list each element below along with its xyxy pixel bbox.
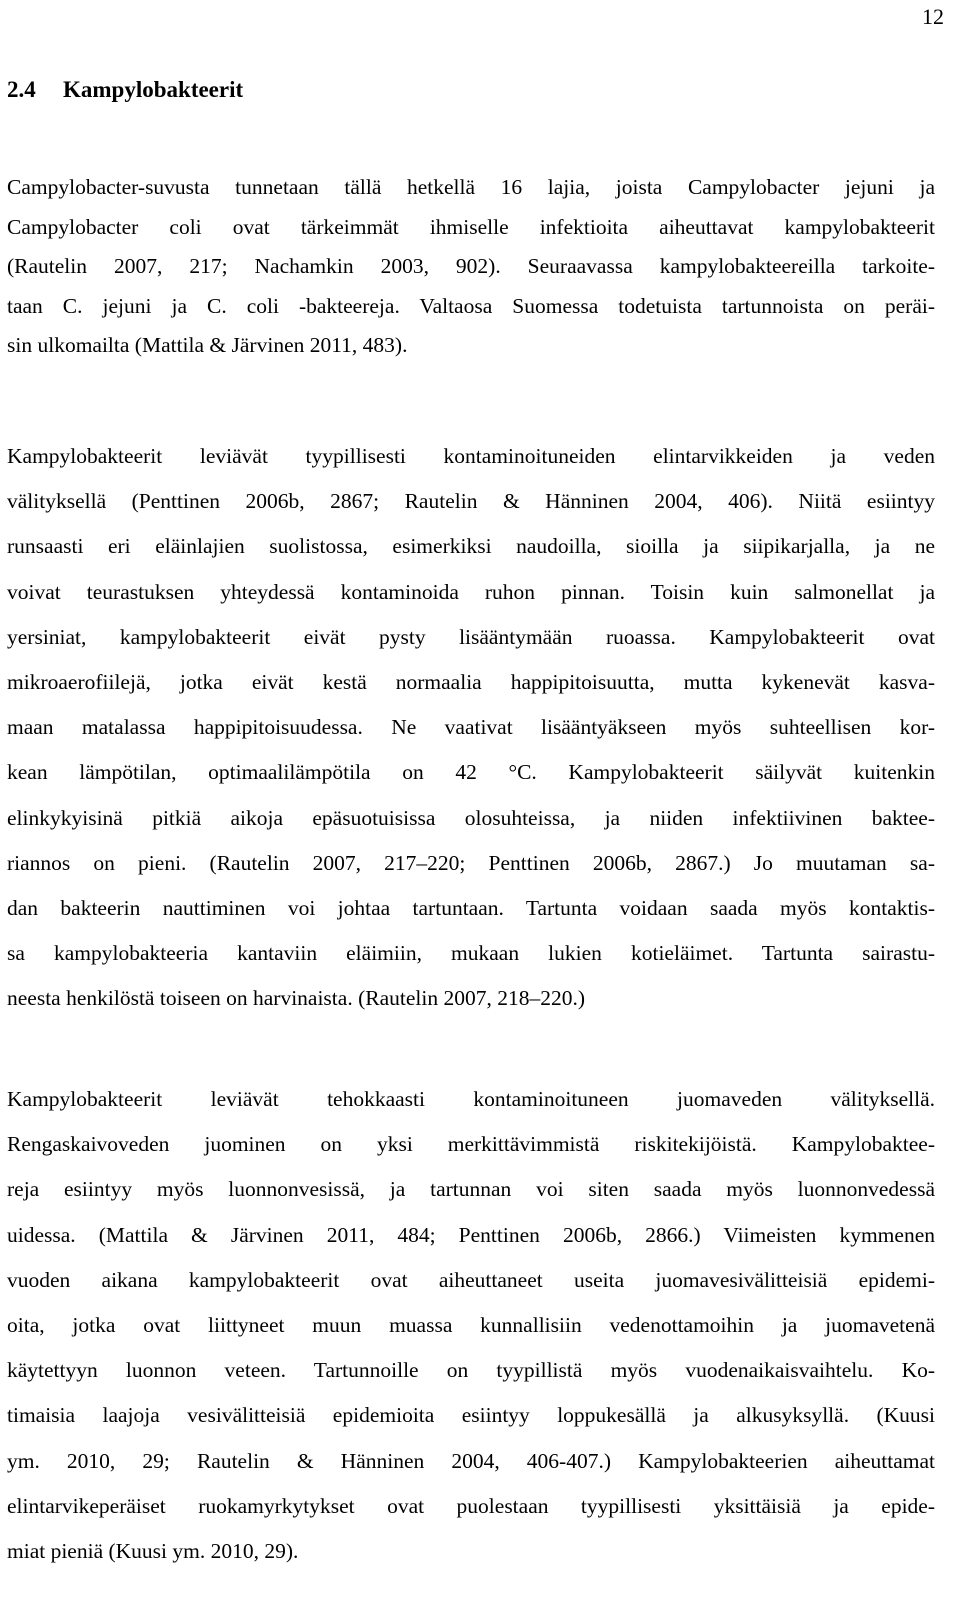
page-number: 12 bbox=[922, 4, 944, 29]
paragraph-line: dan bakteerin nauttiminen voi johtaa tartuntaan. Tartunta voidaan saada myös kontaktis- bbox=[7, 896, 935, 921]
paragraph-line: riannos on pieni. (Rautelin 2007, 217–220; Penttinen 2006b, 2867.) Jo muutaman sa- bbox=[7, 850, 935, 875]
section-number: 2.4 bbox=[7, 77, 36, 102]
paragraph-line: (Rautelin 2007, 217; Nachamkin 2003, 902). Seuraavassa kampylobakteereilla tarkoite- bbox=[7, 254, 935, 279]
paragraph-line: elintarvikeperäiset ruokamyrkytykset ovat puolestaan tyypillisesti yksittäisiä ja epide- bbox=[7, 1493, 935, 1518]
paragraph-line: uidessa. (Mattila & Järvinen 2011, 484; Penttinen 2006b, 2866.) Viimeisten kymmenen bbox=[7, 1222, 935, 1247]
paragraph-1 bbox=[7, 168, 935, 366]
paragraph-line: neesta henkilöstä toiseen on harvinaista. (Rautelin 2007, 218–220.) bbox=[7, 986, 585, 1011]
paragraph-line: miat pieniä (Kuusi ym. 2010, 29). bbox=[7, 1539, 299, 1564]
paragraph-line: vuoden aikana kampylobakteerit ovat aiheuttaneet useita juomavesivälitteisiä epidemi- bbox=[7, 1267, 935, 1292]
paragraph-line: sin ulkomailta (Mattila & Järvinen 2011, 483). bbox=[7, 333, 408, 358]
paragraph-line: Campylobacter-suvusta tunnetaan tällä hetkellä 16 lajia, joista Campylobacter jejuni ja bbox=[7, 175, 935, 199]
paragraph-line: sa kampylobakteeria kantaviin eläimiin, mukaan lukien kotieläimet. Tartunta sairastu- bbox=[7, 941, 935, 966]
paragraph-line: Campylobacter coli ovat tärkeimmät ihmiselle infektioita aiheuttavat kampylobakteerit bbox=[7, 214, 935, 239]
paragraph-line: Kampylobakteerit leviävät tehokkaasti kontaminoituneen juomaveden välityksellä. bbox=[7, 1087, 935, 1111]
paragraph-line: oita, jotka ovat liittyneet muun muassa kunnallisiin vedenottamoihin ja juomavetenä bbox=[7, 1313, 935, 1338]
paragraph-line: voivat teurastuksen yhteydessä kontaminoida ruhon pinnan. Toisin kuin salmonellat ja bbox=[7, 579, 935, 604]
section-heading bbox=[7, 76, 243, 104]
paragraph-line: reja esiintyy myös luonnonvesissä, ja tartunnan voi siten saada myös luonnonvedessä bbox=[7, 1177, 935, 1202]
paragraph-line: Kampylobakteerit leviävät tyypillisesti kontaminoituneiden elintarvikkeiden ja veden bbox=[7, 444, 935, 468]
paragraph-line: ym. 2010, 29; Rautelin & Hänninen 2004, 406-407.) Kampylobakteerien aiheuttamat bbox=[7, 1448, 935, 1473]
paragraph-line: taan C. jejuni ja C. coli -bakteereja. Valtaosa Suomessa todetuista tartunnoista on peräi- bbox=[7, 293, 935, 318]
paragraph-line: yersiniat, kampylobakteerit eivät pysty lisääntymään ruoassa. Kampylobakteerit ovat bbox=[7, 624, 935, 649]
paragraph-line: timaisia laajoja vesivälitteisiä epidemioita esiintyy loppukesällä ja alkusyksyllä. (Kuusi bbox=[7, 1403, 935, 1428]
paragraph-line: käytettyyn luonnon veteen. Tartunnoille on tyypillistä myös vuodenaikaisvaihtelu. Ko- bbox=[7, 1358, 935, 1383]
paragraph-line: Rengaskaivoveden juominen on yksi merkittävimmistä riskitekijöistä. Kampylobaktee- bbox=[7, 1132, 935, 1157]
paragraph-line: kean lämpötilan, optimaalilämpötila on 42 °C. Kampylobakteerit säilyvät kuitenkin bbox=[7, 760, 935, 785]
paragraph-2 bbox=[7, 434, 935, 1022]
paragraph-3 bbox=[7, 1077, 935, 1574]
paragraph-line: maan matalassa happipitoisuudessa. Ne vaativat lisääntyäkseen myös suhteellisen kor- bbox=[7, 715, 935, 740]
paragraph-line: mikroaerofiilejä, jotka eivät kestä normaalia happipitoisuutta, mutta kykenevät kasva- bbox=[7, 670, 935, 695]
section-title: Kampylobakteerit bbox=[63, 77, 244, 102]
paragraph-line: runsaasti eri eläinlajien suolistossa, esimerkiksi naudoilla, sioilla ja siipikarjalla, ja ne bbox=[7, 534, 935, 559]
paragraph-line: välityksellä (Penttinen 2006b, 2867; Rautelin & Hänninen 2004, 406). Niitä esiintyy bbox=[7, 489, 935, 514]
paragraph-line: elinkykyisinä pitkiä aikoja epäsuotuisissa olosuhteissa, ja niiden infektiivinen baktee- bbox=[7, 805, 935, 830]
